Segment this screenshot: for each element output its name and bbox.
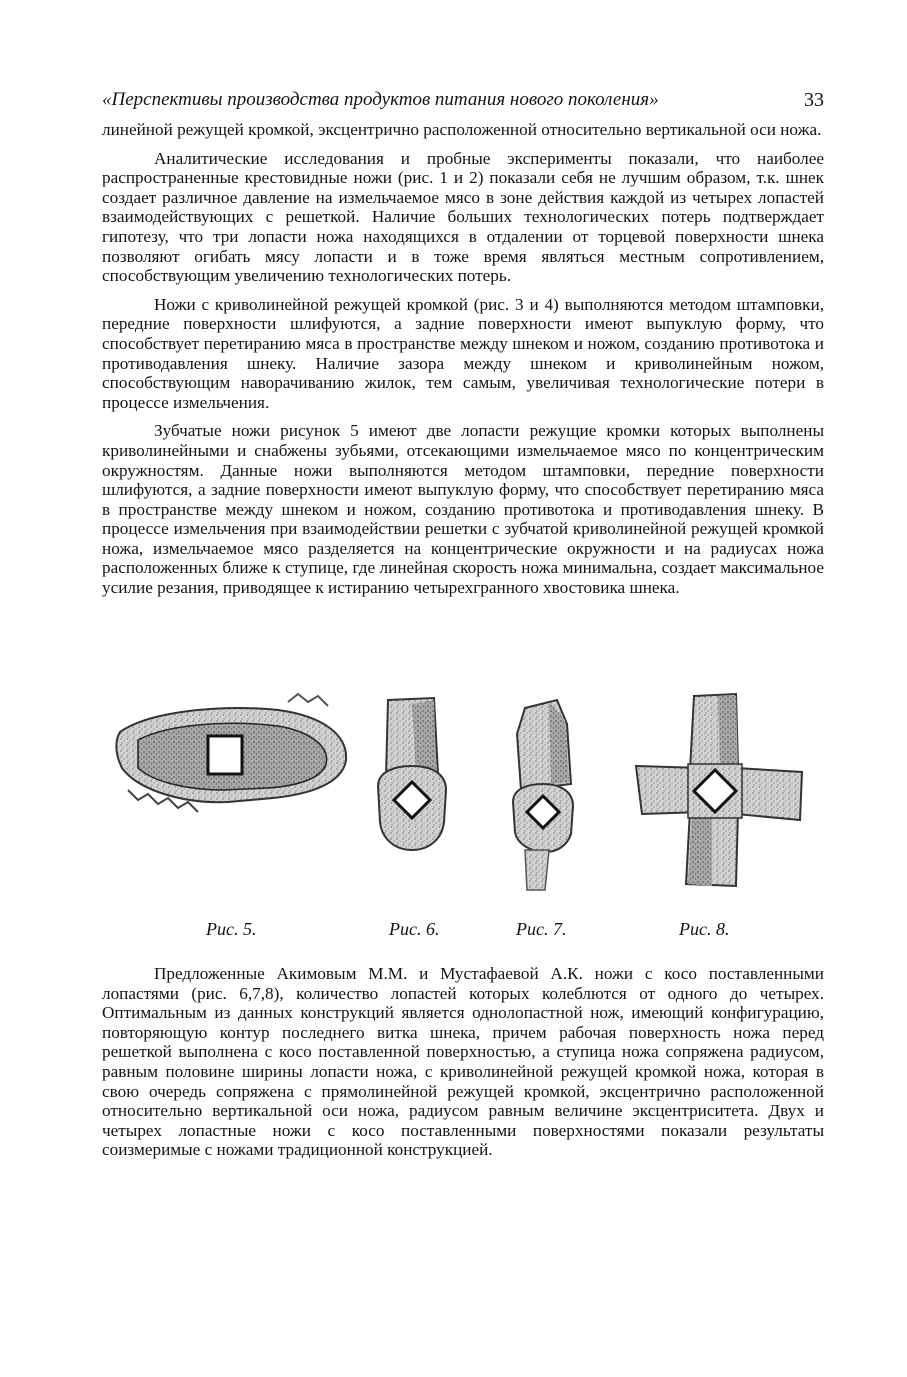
journal-title: «Перспективы производства продуктов питания нового поколения» (102, 89, 659, 110)
paragraph: Ножи с криволинейной режущей кромкой (рис. 3 и 4) выполняются методом штамповки, передние поверхности шлифуются, а задние поверхности имеют выпуклую форму, что способствует перетиранию мяса в пространстве между шнеком и ножом, созданию противотока и противодавления шнеку. Наличие зазора между шнеком и криволинейным ножом, способствующим наворачиванию жилок, тем самым, увеличивая технологические потери в процессе измельчения. (102, 294, 824, 412)
figure-8-image (632, 690, 806, 890)
figure-7-caption: Рис. 7. (516, 919, 567, 939)
figure-6-image (372, 694, 452, 856)
running-header (102, 87, 824, 113)
paragraph: Аналитические исследования и пробные эксперименты показали, что наиболее распространенные крестовидные ножи (рис. 1 и 2) показали себя не лучшим образом, т.к. шнек создает различное давление на измельчаемое мясо в зоне действия каждой из четырех лопастей взаимодействующих с решеткой. Наличие больших технологических потерь подтверждает гипотезу, что три лопасти ножа находящихся в отдалении от торцевой поверхности шнека позволяют огибать мясу лопасти и в тоже время являться местным сопротивлением, способствующим увеличению технологических потерь. (102, 148, 824, 286)
page-number: 33 (804, 89, 824, 111)
body-text-bottom (102, 964, 824, 1160)
figure-6-caption: Рис. 6. (389, 919, 440, 939)
figure-5-image (108, 690, 358, 820)
figure-7-image (505, 694, 585, 894)
paragraph: линейной режущей кромкой, эксцентрично расположенной относительно вертикальной оси ножа. (102, 120, 822, 139)
figure-5-caption: Рис. 5. (206, 919, 257, 939)
paragraph: Предложенные Акимовым М.М. и Мустафаевой А.К. ножи с косо поставленными лопастями (рис. 6,7,8), количество лопастей которых колеблются от одного до четырех. Оптимальным из данных конструкций является однолопастной нож, имеющий конфигурацию, повторяющую контур последнего витка шнека, причем рабочая поверхность ножа перед решеткой выполнена с косо поставленной поверхностью, а ступица ножа сопряжена радиусом, равным половине ширины лопасти ножа, с криволинейной режущей кромкой ножа, которая в свою очередь сопряжена с прямолинейной режущей кромкой, эксцентрично расположенной относительно вертикальной оси ножа, радиусом равным величине эксцентриситета. Двух и четырех лопастные ножи с косо поставленными поверхностями показали результаты соизмеримые с ножами традиционной конструкцией. (102, 964, 824, 1160)
paragraph: Зубчатые ножи рисунок 5 имеют две лопасти режущие кромки которых выполнены криволинейными и снабжены зубьями, отсекающими измельчаемое мясо по концентрическим окружностям. Данные ножи выполняются методом штамповки, передние поверхности шлифуются, а задние поверхности имеют выпуклую форму, что способствует перетиранию мяса в пространстве между шнеком и ножом, созданию противотока и противодавления шнеку. В процессе измельчения при взаимодействии решетки с зубчатой криволинейной режущей кромкой ножа, измельчаемое мясо разделяется на концентрические окружности и на радиусах ножа расположенных ближе к ступице, где линейная скорость ножа минимальна, создает максимальное усилие резания, приводящее к истиранию четырехгранного хвостовика шнека. (102, 421, 824, 598)
figure-8-caption: Рис. 8. (679, 919, 730, 939)
body-text-top (102, 120, 824, 598)
